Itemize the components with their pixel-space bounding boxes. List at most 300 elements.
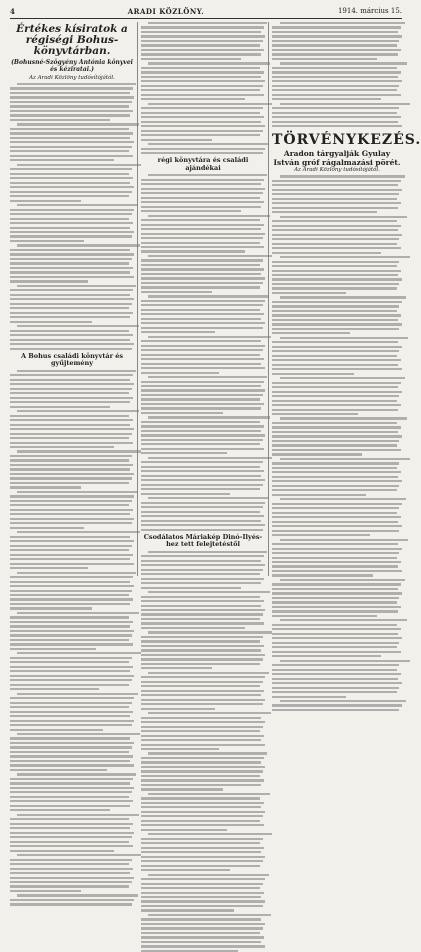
text-line (141, 744, 265, 746)
text-line (17, 854, 141, 856)
text-line (17, 204, 137, 206)
text-line (10, 455, 132, 457)
text-line (141, 506, 263, 508)
text-line (141, 847, 264, 849)
text-line (141, 622, 264, 624)
text-line (280, 660, 410, 662)
text-line (280, 296, 406, 298)
text-line (272, 180, 401, 182)
text-line (272, 76, 398, 78)
text-line (141, 654, 265, 656)
text-line (141, 76, 261, 78)
text-line (10, 316, 130, 318)
text-line (272, 462, 399, 464)
text-line (272, 314, 401, 316)
text-line (141, 49, 264, 51)
text-line (141, 667, 212, 669)
text-line (141, 636, 263, 638)
text-line (272, 422, 397, 424)
text-line (17, 814, 139, 816)
text-line (10, 634, 132, 636)
article-body (141, 22, 265, 154)
text-line (272, 521, 398, 523)
text-line (141, 587, 241, 589)
text-line (141, 797, 260, 799)
text-line (17, 612, 139, 614)
text-line (17, 531, 140, 533)
text-line (141, 824, 264, 826)
text-line (272, 704, 402, 706)
text-line (10, 809, 110, 811)
text-line (272, 565, 398, 567)
text-line (10, 343, 134, 345)
text-line (10, 348, 132, 350)
text-line (10, 321, 92, 323)
text-line (272, 292, 346, 294)
text-line (10, 558, 130, 560)
text-line (141, 304, 263, 306)
text-line (148, 793, 270, 795)
text-line (10, 841, 129, 843)
text-line (10, 383, 134, 385)
text-line (272, 67, 397, 69)
text-line (272, 58, 377, 60)
text-line (10, 522, 132, 524)
text-line (272, 395, 399, 397)
text-line (10, 850, 114, 852)
text-line (272, 386, 398, 388)
text-line (10, 388, 132, 390)
text-line (280, 103, 410, 105)
text-line (10, 836, 132, 838)
text-line (17, 450, 141, 452)
text-line (141, 596, 260, 598)
text-line (141, 658, 263, 660)
text-line (272, 409, 398, 411)
text-line (272, 570, 402, 572)
text-line (272, 71, 401, 73)
text-line (10, 706, 129, 708)
text-line (141, 80, 265, 82)
text-line (272, 364, 398, 366)
text-line (17, 83, 136, 85)
text-line (141, 627, 245, 629)
text-line (141, 905, 263, 907)
text-line (17, 652, 141, 654)
text-line (141, 421, 260, 423)
text-line (10, 235, 132, 237)
text-line (10, 872, 130, 874)
text-line (141, 112, 260, 114)
text-line (10, 603, 130, 605)
text-line (10, 146, 132, 148)
text-line (141, 941, 261, 943)
text-line (10, 903, 132, 905)
text-line (10, 805, 130, 807)
article-byline: Az Aradi Közlöny tudósítójától. (29, 75, 115, 81)
text-line (141, 582, 261, 584)
text-line (141, 869, 230, 871)
text-line (272, 85, 399, 87)
text-line (272, 341, 398, 343)
text-line (10, 105, 129, 107)
text-line (272, 543, 398, 545)
text-line (141, 488, 260, 490)
text-line (280, 700, 406, 702)
text-line (272, 512, 397, 514)
text-line (272, 391, 402, 393)
text-line (10, 760, 130, 762)
text-line (17, 572, 136, 574)
text-line (10, 459, 129, 461)
text-line (272, 588, 398, 590)
text-line (10, 294, 130, 296)
text-line (10, 598, 133, 600)
text-line (272, 350, 399, 352)
text-line (141, 766, 265, 768)
text-line (141, 89, 260, 91)
text-line (148, 457, 272, 459)
text-line (10, 500, 132, 502)
text-line (10, 527, 84, 529)
text-line (272, 305, 399, 307)
text-line (272, 651, 401, 653)
text-line (10, 648, 96, 650)
text-line (141, 923, 265, 925)
text-line (10, 200, 81, 202)
text-line (141, 130, 263, 132)
text-line (141, 892, 264, 894)
text-line (148, 914, 271, 916)
text-line (10, 437, 129, 439)
text-line (280, 619, 407, 621)
text-line (10, 218, 129, 220)
text-line (10, 661, 129, 663)
text-line (272, 98, 381, 100)
text-line (272, 265, 397, 267)
text-line (141, 685, 260, 687)
text-line (10, 800, 133, 802)
text-line (141, 605, 261, 607)
text-line (272, 328, 399, 330)
text-line (10, 787, 134, 789)
text-line (272, 243, 397, 245)
newspaper-title: ARADI KÖZLÖNY. (127, 6, 205, 16)
text-line (272, 709, 399, 711)
text-line (272, 449, 401, 451)
text-line (272, 476, 398, 478)
text-line (272, 633, 398, 635)
text-line (10, 832, 134, 834)
text-line (272, 49, 401, 51)
text-line (148, 712, 271, 714)
text-line (10, 397, 133, 399)
text-line (141, 300, 265, 302)
text-line (141, 372, 219, 374)
text-line (141, 856, 265, 858)
text-line (141, 788, 223, 790)
text-line (141, 125, 265, 127)
text-line (10, 643, 133, 645)
text-line (141, 694, 261, 696)
text-line (10, 585, 134, 587)
text-line (141, 524, 265, 526)
text-line (141, 201, 264, 203)
text-line (141, 430, 261, 432)
text-line (10, 594, 129, 596)
text-line (141, 425, 264, 427)
text-line (272, 89, 397, 91)
text-line (141, 318, 261, 320)
text-line (272, 278, 402, 280)
text-line (280, 22, 405, 24)
text-line (141, 210, 241, 212)
text-line (272, 359, 401, 361)
text-line (141, 331, 215, 333)
text-line (17, 123, 139, 125)
text-line (141, 246, 264, 248)
text-line (272, 270, 401, 272)
text-line (272, 319, 398, 321)
article-body (10, 370, 134, 906)
text-line (10, 428, 134, 430)
text-line (10, 755, 133, 757)
section-heading: Csodálatos Máriakép Dinó-Ilyés-hez tett felejtetéstől (143, 532, 263, 549)
text-line (141, 927, 263, 929)
text-line (272, 225, 401, 227)
text-line (10, 509, 133, 511)
text-line (148, 255, 272, 257)
text-line (141, 820, 260, 822)
text-line (141, 770, 263, 772)
text-line (141, 434, 265, 436)
text-line (141, 918, 261, 920)
text-line (10, 616, 129, 618)
text-line (10, 827, 130, 829)
text-line (10, 724, 132, 726)
text-line (272, 471, 401, 473)
text-line (272, 516, 401, 518)
text-line (141, 340, 261, 342)
text-line (272, 606, 401, 608)
text-line (141, 394, 263, 396)
text-line (10, 486, 81, 488)
text-line (272, 373, 354, 375)
text-line (272, 40, 399, 42)
text-line (10, 711, 133, 713)
text-line (141, 690, 264, 692)
text-line (272, 323, 402, 325)
text-line (141, 555, 264, 557)
text-line (272, 346, 402, 348)
text-line (148, 336, 271, 338)
text-line (141, 681, 263, 683)
text-line (272, 189, 402, 191)
text-line (141, 197, 260, 199)
text-line (10, 87, 133, 89)
text-line (10, 374, 133, 376)
text-line (10, 885, 129, 887)
text-line (10, 702, 132, 704)
text-line (272, 431, 398, 433)
text-line (141, 721, 265, 723)
text-line (10, 173, 129, 175)
text-line (148, 833, 272, 835)
text-line (141, 663, 260, 665)
text-line (141, 569, 263, 571)
text-line (10, 473, 134, 475)
text-line (10, 540, 134, 542)
text-line (272, 193, 399, 195)
text-line (272, 252, 381, 254)
text-line (141, 345, 265, 347)
text-line (141, 268, 264, 270)
text-line (141, 600, 264, 602)
text-line (272, 355, 397, 357)
text-line (10, 715, 130, 717)
text-line (141, 466, 260, 468)
text-line (141, 67, 260, 69)
text-line (141, 748, 219, 750)
text-line (141, 121, 261, 123)
text-line (10, 621, 133, 623)
text-line (141, 385, 261, 387)
text-line (272, 503, 402, 505)
text-line (141, 322, 265, 324)
text-line (280, 377, 405, 379)
article-body (141, 551, 265, 952)
text-line (141, 381, 264, 383)
text-line (10, 92, 130, 94)
text-line (10, 379, 130, 381)
text-line (141, 264, 260, 266)
text-line (272, 655, 381, 657)
text-line (141, 757, 264, 759)
text-line (141, 761, 261, 763)
text-line (272, 301, 402, 303)
text-line (141, 802, 264, 804)
text-line (272, 184, 398, 186)
text-line (272, 480, 402, 482)
text-line (272, 467, 397, 469)
text-line (10, 307, 129, 309)
text-line (10, 742, 134, 744)
text-line (141, 676, 265, 678)
text-line (10, 590, 132, 592)
text-line (10, 495, 134, 497)
text-line (141, 148, 265, 150)
text-line (141, 94, 264, 96)
text-line (10, 191, 132, 193)
text-line (10, 863, 129, 865)
text-line (141, 645, 264, 647)
text-line (141, 815, 263, 817)
text-line (272, 624, 397, 626)
text-line (141, 233, 265, 235)
text-line (10, 607, 92, 609)
text-line (141, 349, 263, 351)
text-line (148, 874, 268, 876)
text-line (141, 107, 263, 109)
text-line (141, 219, 260, 221)
text-line (141, 313, 264, 315)
text-line (10, 881, 132, 883)
text-line (17, 491, 137, 493)
text-line (141, 192, 263, 194)
text-line (10, 778, 133, 780)
text-line (148, 174, 267, 176)
text-line (10, 567, 88, 569)
text-line (141, 851, 261, 853)
text-line (280, 62, 407, 64)
article-body (272, 22, 402, 127)
header-rule (10, 18, 402, 19)
text-line (141, 403, 264, 405)
text-line (10, 576, 133, 578)
text-line (141, 708, 215, 710)
text-line (141, 35, 265, 37)
text-line (10, 563, 134, 565)
text-line (272, 202, 401, 204)
text-line (10, 442, 133, 444)
text-line (10, 688, 99, 690)
text-line (141, 775, 260, 777)
text-line (272, 413, 358, 415)
text-line (10, 657, 132, 659)
text-line (10, 168, 132, 170)
text-line (272, 400, 397, 402)
text-line (272, 207, 398, 209)
text-line (10, 240, 84, 242)
text-line (141, 152, 263, 154)
text-line (10, 890, 81, 892)
text-line (141, 829, 227, 831)
text-line (141, 367, 265, 369)
column-3 (272, 22, 421, 578)
text-line (10, 684, 129, 686)
text-line (10, 868, 133, 870)
text-line (272, 485, 399, 487)
article-body (272, 175, 402, 711)
text-line (10, 536, 130, 538)
text-line (272, 435, 402, 437)
text-line (272, 637, 402, 639)
text-line (141, 739, 261, 741)
text-line (17, 733, 140, 735)
text-line (272, 557, 397, 559)
text-line (10, 101, 132, 103)
section-heading: A Bohus családi könyvtár és gyűjtemény (20, 351, 124, 368)
text-line (148, 376, 267, 378)
text-line (272, 453, 362, 455)
text-line (272, 121, 398, 123)
text-line (17, 244, 140, 246)
text-line (17, 773, 136, 775)
article-byline: Az Aradi Közlöny tudósítójától. (294, 167, 380, 174)
text-line (141, 412, 223, 414)
text-line (280, 216, 407, 218)
text-line (10, 630, 134, 632)
text-line (17, 325, 139, 327)
text-line (141, 354, 260, 356)
text-line (141, 139, 212, 141)
issue-date: 1914. március 15. (337, 7, 402, 15)
text-line (272, 80, 402, 82)
page-header (10, 5, 402, 17)
text-line (141, 259, 263, 261)
text-line (280, 175, 405, 177)
text-line (141, 560, 261, 562)
